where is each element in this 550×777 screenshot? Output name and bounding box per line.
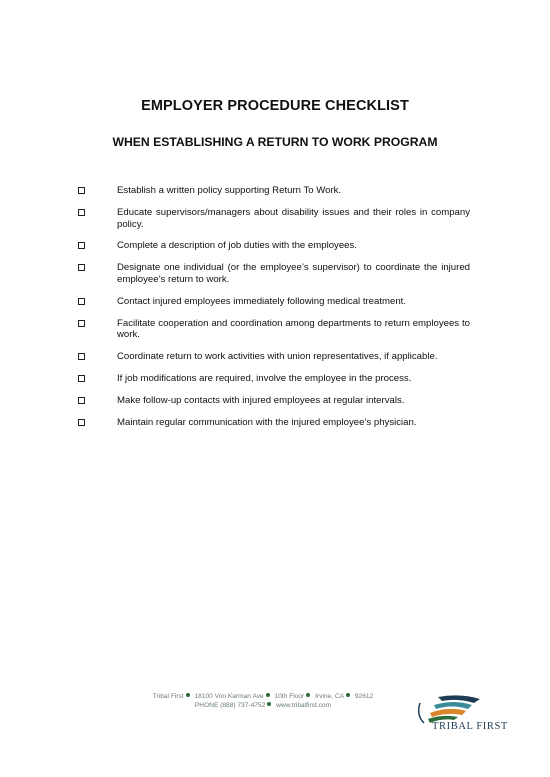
checklist-item-text: Establish a written policy supporting Return To Work. [117, 185, 342, 196]
checklist-item [78, 185, 470, 197]
checklist-item [78, 262, 470, 286]
checklist-item-text: Coordinate return to work activities with union representatives, if applicable. [117, 351, 438, 363]
checklist-item-text: Make follow-up contacts with injured employees at regular intervals. [117, 394, 405, 406]
checklist-item [78, 417, 470, 429]
footer-phone: PHONE (888) 737-4752 [194, 701, 266, 709]
checkbox[interactable] [78, 375, 85, 382]
bullet-dot-icon [306, 693, 310, 697]
checklist-item [78, 296, 470, 308]
checklist-item [78, 207, 470, 231]
checkbox[interactable] [78, 298, 85, 305]
footer [118, 693, 408, 710]
footer-floor: 10th Floor [274, 693, 305, 700]
bullet-dot-icon [266, 693, 270, 697]
checkbox[interactable] [78, 397, 85, 404]
checklist-item-text: Maintain regular communication with the injured employee’s physician. [117, 416, 417, 428]
page-title: EMPLOYER PROCEDURE CHECKLIST [141, 98, 409, 114]
checklist-item-text: Designate one individual (or the employee’s supervisor) to coordinate the injured employee’s return to work. [117, 262, 470, 285]
footer-address-line [118, 693, 408, 702]
logo-text: TRIBAL FIRST [432, 721, 508, 732]
checklist-item-text: If job modifications are required, involve the employee in the process. [117, 372, 412, 384]
page-subtitle: WHEN ESTABLISHING A RETURN TO WORK PROGRAM [112, 135, 438, 149]
checkbox[interactable] [78, 187, 85, 194]
checklist-item-text: Contact injured employees immediately following medical treatment. [117, 295, 407, 307]
footer-city: Irvine, CA [315, 693, 345, 700]
footer-zip: 92612 [354, 693, 374, 700]
bullet-dot-icon [346, 693, 350, 697]
checklist-item-text: Educate supervisors/managers about disability issues and their roles in company policy. [117, 206, 470, 230]
checklist [78, 185, 470, 438]
checkbox[interactable] [78, 353, 85, 360]
bullet-dot-icon [267, 702, 271, 706]
checklist-item [78, 373, 470, 385]
checklist-item [78, 240, 470, 252]
footer-address: 18100 Von Karman Ave [194, 693, 264, 700]
checkbox[interactable] [78, 320, 85, 327]
bullet-dot-icon [186, 693, 190, 697]
checkbox[interactable] [78, 242, 85, 249]
footer-website[interactable]: www.tribalfirst.com [276, 701, 332, 709]
checklist-item [78, 395, 470, 407]
checkbox[interactable] [78, 209, 85, 216]
footer-contact-line [118, 702, 408, 711]
footer-company: Tribal First [152, 693, 184, 700]
checkbox[interactable] [78, 264, 85, 271]
checklist-item [78, 318, 470, 342]
checklist-item [78, 351, 470, 363]
checkbox[interactable] [78, 419, 85, 426]
checklist-item-text: Facilitate cooperation and coordination among departments to return employees to work. [117, 317, 470, 341]
checklist-item-text: Complete a description of job duties with the employees. [117, 240, 357, 252]
